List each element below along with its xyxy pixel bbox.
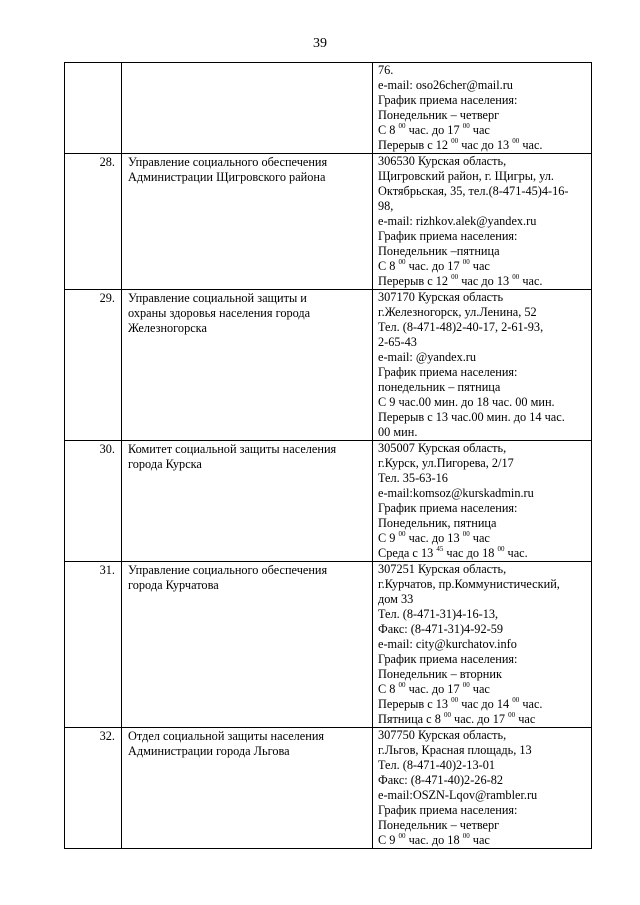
contact-line: e-mail:OSZN-Lqov@rambler.ru [378,788,538,802]
contact-line: Перерыв с 13 час.00 мин. до 14 час. [378,410,565,424]
contact-line: График приема населения: [378,501,518,515]
row-number: 29. [65,290,122,441]
organization-name [122,290,373,441]
contact-line: Тел. (8-471-48)2-40-17, 2-61-93, [378,320,544,334]
contact-line: 307251 Курская область, [378,562,507,576]
table-row [65,728,592,849]
contact-line: понедельник – пятница [378,380,501,394]
row-number [65,63,122,154]
organization-name [122,728,373,849]
contact-line: дом 33 [378,592,414,606]
contact-line: График приема населения: [378,365,518,379]
contact-info [373,154,592,290]
contact-line: e-mail:komsoz@kurskadmin.ru [378,486,534,500]
contact-info [373,728,592,849]
organization-line: города Курска [128,457,202,471]
contact-line: г.Курск, ул.Пигорева, 2/17 [378,456,514,470]
contact-info [373,290,592,441]
contact-line: 305007 Курская область, [378,441,507,455]
contact-line: Октябрьская, 35, тел.(8-471-45)4-16- [378,184,569,198]
contact-line: Факс: (8-471-40)2-26-82 [378,773,503,787]
organization-line: Отдел социальной защиты населения [128,729,325,743]
contact-info [373,441,592,562]
contact-line: Тел. 35-63-16 [378,471,448,485]
contact-line: Перерыв с 12 $^{00}$ час до 13 $^{00}$ час. [378,272,543,288]
contact-line: Понедельник – вторник [378,667,502,681]
contact-line: Перерыв с 12 $^{00}$ час до 13 $^{00}$ час. [378,136,543,152]
contact-line: Понедельник – четверг [378,108,500,122]
organization-name [122,154,373,290]
page-number: 39 [313,36,327,51]
contact-line: С 9 $^{00}$ час. до 18 $^{00}$ час [378,831,490,847]
contact-line: С 9 $^{00}$ час. до 13 $^{00}$ час [378,529,490,545]
organization-line: охраны здоровья населения города [128,306,311,320]
contact-line: График приема населения: [378,803,518,817]
organization-name [122,441,373,562]
contact-line: 307170 Курская область [378,290,504,304]
contact-line: Понедельник – четверг [378,818,500,832]
contact-line: Тел. (8-471-31)4-16-13, [378,607,499,621]
organization-line: Управление социального обеспечения [128,563,328,577]
organization-line: города Курчатова [128,578,219,592]
contact-line: Среда с 13 $^{45}$ час до 18 $^{00}$ час. [378,544,528,560]
contact-line: С 9 час.00 мин. до 18 час. 00 мин. [378,395,555,409]
contact-line: С 8 $^{00}$ час. до 17 $^{00}$ час [378,680,490,696]
organization-line: Управление социального обеспечения [128,155,328,169]
contact-info [373,63,592,154]
contact-line: e-mail: @yandex.ru [378,350,477,364]
organization-line: Комитет социальной защиты населения [128,442,337,456]
organization-line: Администрации Щигровского района [128,170,326,184]
contact-line: Понедельник, пятница [378,516,497,530]
contact-line: 00 мин. [378,425,418,439]
organization-name [122,63,373,154]
organization-line: Администрации города Льгова [128,744,290,758]
row-number: 28. [65,154,122,290]
contact-line: г.Железногорск, ул.Ленина, 52 [378,305,537,319]
contact-line: График приема населения: [378,652,518,666]
table-row [65,63,592,154]
contact-line: г.Льгов, Красная площадь, 13 [378,743,532,757]
contact-line: 2-65-43 [378,335,417,349]
contact-line: С 8 $^{00}$ час. до 17 $^{00}$ час [378,257,490,273]
table-row [65,562,592,728]
table-row [65,290,592,441]
organization-name [122,562,373,728]
organization-line: Железногорска [128,321,207,335]
contact-line: Щигровский район, г. Щигры, ул. [378,169,555,183]
row-number: 32. [65,728,122,849]
contact-line: Тел. (8-471-40)2-13-01 [378,758,495,772]
contact-info [373,562,592,728]
social-services-table [64,62,592,849]
contact-line: 307750 Курская область, [378,728,507,742]
row-number: 31. [65,562,122,728]
contact-line: Понедельник –пятница [378,244,500,258]
contact-line: График приема населения: [378,93,518,107]
contact-line: 98, [378,199,394,213]
table-row [65,154,592,290]
contact-line: Пятница с 8 $^{00}$ час. до 17 $^{00}$ час [378,710,536,726]
contact-line: 76. [378,63,394,77]
contact-line: Факс: (8-471-31)4-92-59 [378,622,503,636]
contact-line: e-mail: oso26cher@mail.ru [378,78,513,92]
contact-line: e-mail: rizhkov.alek@yandex.ru [378,214,537,228]
contact-line: Перерыв с 13 $^{00}$ час до 14 $^{00}$ час. [378,695,543,711]
contact-line: 306530 Курская область, [378,154,507,168]
organization-line: Управление социальной защиты и [128,291,307,305]
table-row [65,441,592,562]
row-number: 30. [65,441,122,562]
contact-line: г.Курчатов, пр.Коммунистический, [378,577,560,591]
table-body [65,63,592,849]
contact-line: e-mail: city@kurchatov.info [378,637,517,651]
contact-line: С 8 $^{00}$ час. до 17 $^{00}$ час [378,121,490,137]
contact-line: График приема населения: [378,229,518,243]
